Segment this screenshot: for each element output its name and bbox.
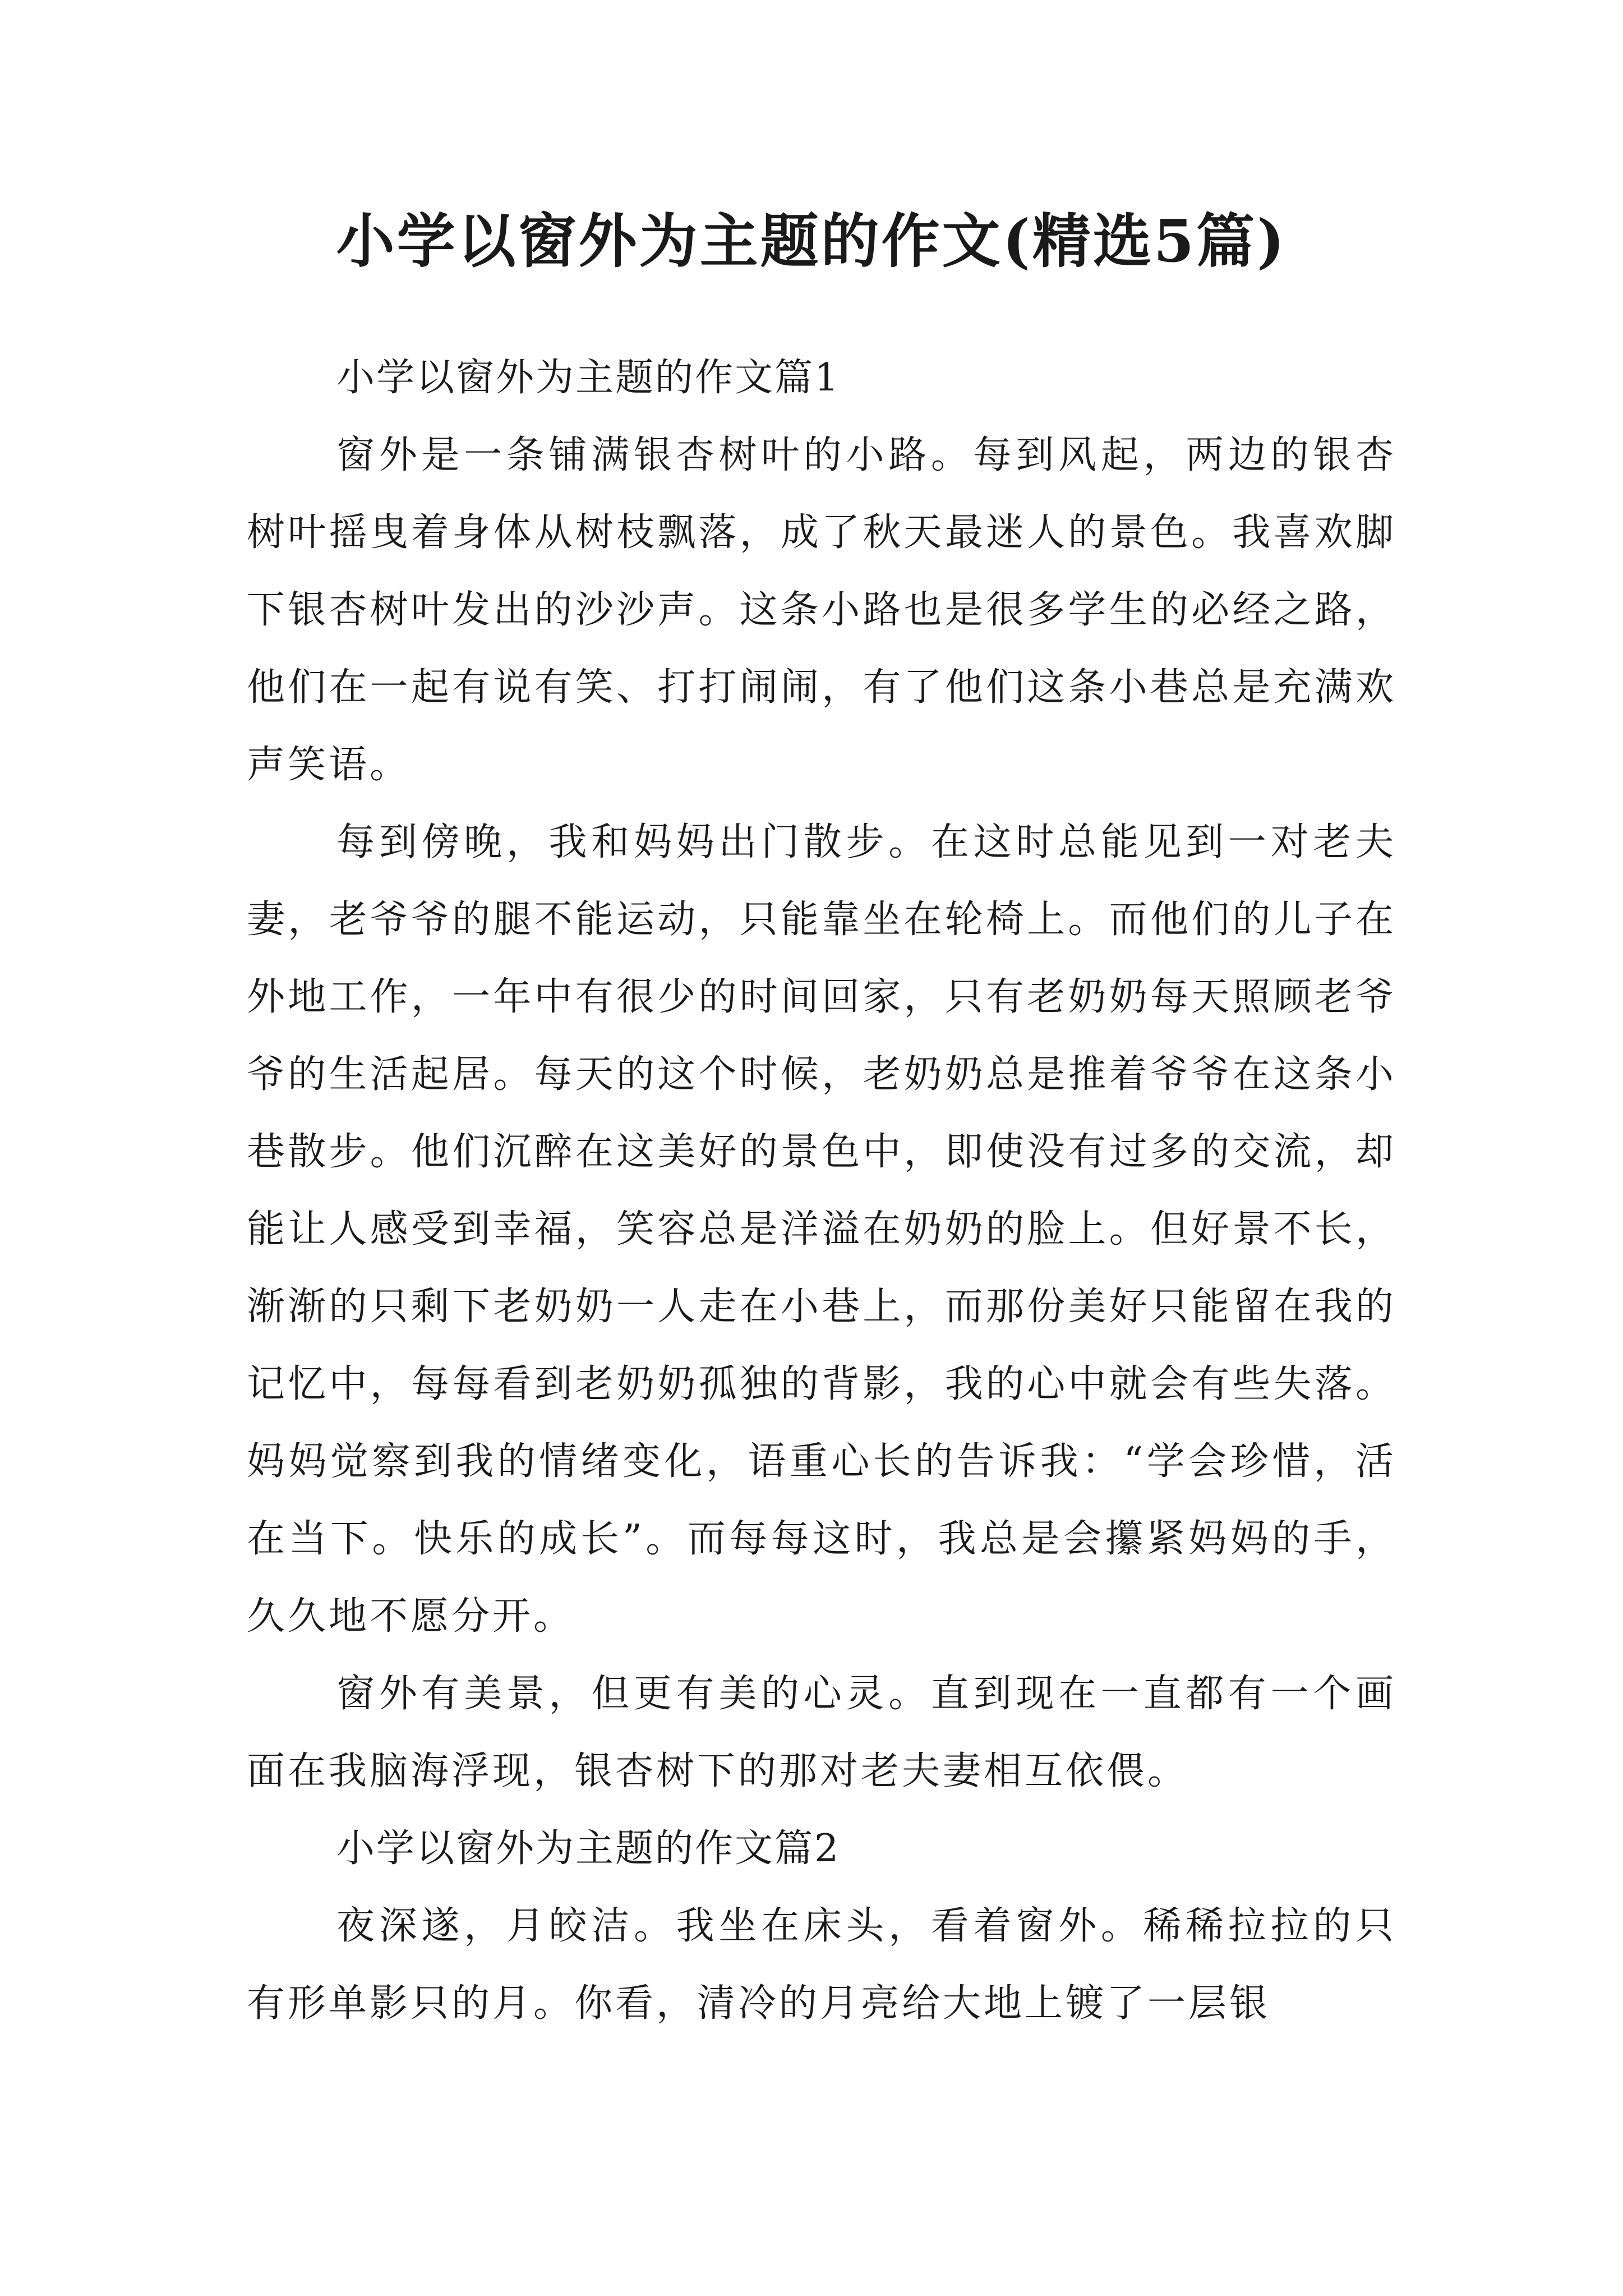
body-paragraph: 窗外是一条铺满银杏树叶的小路。每到风起，两边的银杏树叶摇曳着身体从树枝飘落，成了秋天最迷人的景色。我喜欢脚下银杏树叶发出的沙沙声。这条小路也是很多学生的必经之路，他们在一起有说有笑、打打闹闹，有了他们这条小巷总是充满欢声笑语。	[247, 433, 1396, 787]
body-paragraph: 夜深遂，月皎洁。我坐在床头，看着窗外。稀稀拉拉的只有形单影只的月。你看，清冷的月亮给大地上镀了一层银	[247, 1904, 1396, 2026]
section-heading-1: 小学以窗外为主题的作文篇1	[336, 356, 841, 400]
body-paragraph: 窗外有美景，但更有美的心灵。直到现在一直都有一个画面在我脑海浮现，银杏树下的那对老夫妻相互依偎。	[247, 1672, 1396, 1793]
document-body	[247, 339, 1396, 2042]
section-heading-2: 小学以窗外为主题的作文篇2	[336, 1826, 841, 1871]
body-paragraph: 每到傍晚，我和妈妈出门散步。在这时总能见到一对老夫妻，老爷爷的腿不能运动，只能靠坐在轮椅上。而他们的儿子在外地工作，一年中有很少的时间回家，只有老奶奶每天照顾老爷爷的生活起居。每天的这个时候，老奶奶总是推着爷爷在这条小巷散步。他们沉醉在这美好的景色中，即使没有过多的交流，却能让人感受到幸福，笑容总是洋溢在奶奶的脸上。但好景不长，渐渐的只剩下老奶奶一人走在小巷上，而那份美好只能留在我的记忆中，每每看到老奶奶孤独的背影，我的心中就会有些失落。妈妈觉察到我的情绪变化，语重心长的告诉我：“学会珍惜，活在当下。快乐的成长”。而每每这时，我总是会攥紧妈妈的手，久久地不愿分开。	[247, 820, 1396, 1639]
document-title: 小学以窗外为主题的作文(精选5篇)	[336, 206, 1287, 275]
